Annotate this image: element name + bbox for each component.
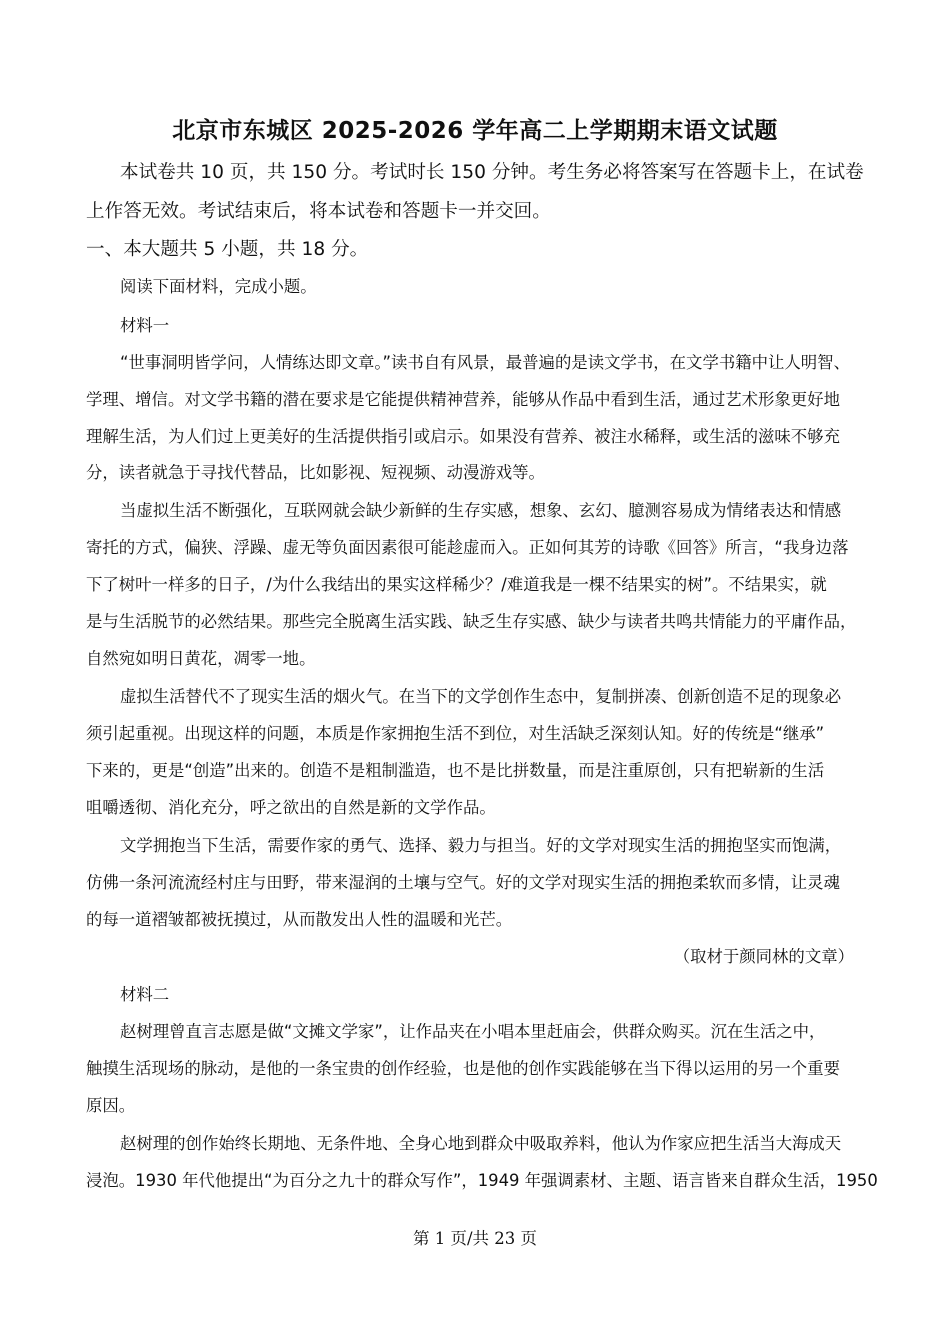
m1-p2-line-1: 当虚拟生活不断强化，互联网就会缺少新鲜的生存实感，想象、玄幻、臆测容易成为情绪表达和情感	[120, 501, 842, 520]
material-two-label: 材料二	[120, 985, 170, 1004]
m1-p1-line-1: “世事洞明皆学问，人情练达即文章。”读书自有风景，最普遍的是读文学书，在文学书籍中让人明智、	[120, 353, 850, 372]
m1-p1-line-3: 理解生活，为人们过上更美好的生活提供指引或启示。如果没有营养、被注水稀释，或生活的滋味不够充	[86, 427, 840, 446]
instruction: 阅读下面材料，完成小题。	[120, 277, 317, 296]
section-heading: 一、本大题共 5 小题，共 18 分。	[86, 239, 369, 260]
m1-p4-line-3: 的每一道褶皱都被抚摸过，从而散发出人性的温暖和光芒。	[86, 910, 513, 929]
m1-p3-line-2: 须引起重视。出现这样的问题，本质是作家拥抱生活不到位，对生活缺乏深刻认知。好的传统是“继承”	[86, 724, 825, 743]
m1-p1-line-4: 分，读者就急于寻找代替品，比如影视、短视频、动漫游戏等。	[86, 463, 545, 482]
material-one-source: （取材于颜同林的文章）	[673, 947, 854, 966]
m1-p2-line-3: 下了树叶一样多的日子，/为什么我结出的果实这样稀少？/难道我是一棵不结果实的树”。不结果实，就	[86, 575, 827, 594]
m1-p3-line-4: 咀嚼透彻、消化充分，呼之欲出的自然是新的文学作品。	[86, 798, 496, 817]
material-one-label: 材料一	[120, 316, 170, 335]
intro-line-1: 本试卷共 10 页，共 150 分。考试时长 150 分钟。考生务必将答案写在答题卡上，在试卷	[120, 162, 864, 183]
page-footer: 第 1 页/共 23 页	[412, 1229, 538, 1248]
m2-p2-line-2: 浸泡。1930 年代他提出“为百分之九十的群众写作”，1949 年强调素材、主题、语言皆来自群众生活，1950	[86, 1171, 878, 1190]
m1-p2-line-4: 是与生活脱节的必然结果。那些完全脱离生活实践、缺乏生存实感、缺少与读者共鸣共情能力的平庸作品，	[86, 612, 857, 631]
m2-p1-line-1: 赵树理曾直言志愿是做“文摊文学家”，让作品夹在小唱本里赶庙会，供群众购买。沉在生活之中，	[120, 1022, 826, 1041]
intro-line-2: 上作答无效。考试结束后，将本试卷和答题卡一并交回。	[86, 201, 551, 222]
m1-p3-line-3: 下来的，更是“创造”出来的。创造不是粗制滥造，也不是比拼数量，而是注重原创，只有把崭新的生活	[86, 761, 825, 780]
m1-p2-line-2: 寄托的方式，偏狭、浮躁、虚无等负面因素很可能趁虚而入。正如何其芳的诗歌《回答》所言，“我身边落	[86, 538, 849, 557]
m1-p1-line-2: 学理、增信。对文学书籍的潜在要求是它能提供精神营养，能够从作品中看到生活，通过艺术形象更好地	[86, 390, 840, 409]
m2-p1-line-2: 触摸生活现场的脉动，是他的一条宝贵的创作经验，也是他的创作实践能够在当下得以运用的另一个重要	[86, 1059, 840, 1078]
m1-p3-line-1: 虚拟生活替代不了现实生活的烟火气。在当下的文学创作生态中，复制拼凑、创新创造不足的现象必	[120, 687, 842, 706]
m2-p1-line-3: 原因。	[86, 1096, 136, 1115]
m2-p2-line-1: 赵树理的创作始终长期地、无条件地、全身心地到群众中吸取养料，他认为作家应把生活当大海成天	[120, 1134, 842, 1153]
m1-p2-line-5: 自然宛如明日黄花，凋零一地。	[86, 649, 316, 668]
m1-p4-line-1: 文学拥抱当下生活，需要作家的勇气、选择、毅力与担当。好的文学对现实生活的拥抱坚实而饱满，	[120, 836, 842, 855]
page-title: 北京市东城区 2025-2026 学年高二上学期期末语文试题	[172, 118, 778, 144]
m1-p4-line-2: 仿佛一条河流流经村庄与田野，带来湿润的土壤与空气。好的文学对现实生活的拥抱柔软而多情，让灵魂	[86, 873, 840, 892]
